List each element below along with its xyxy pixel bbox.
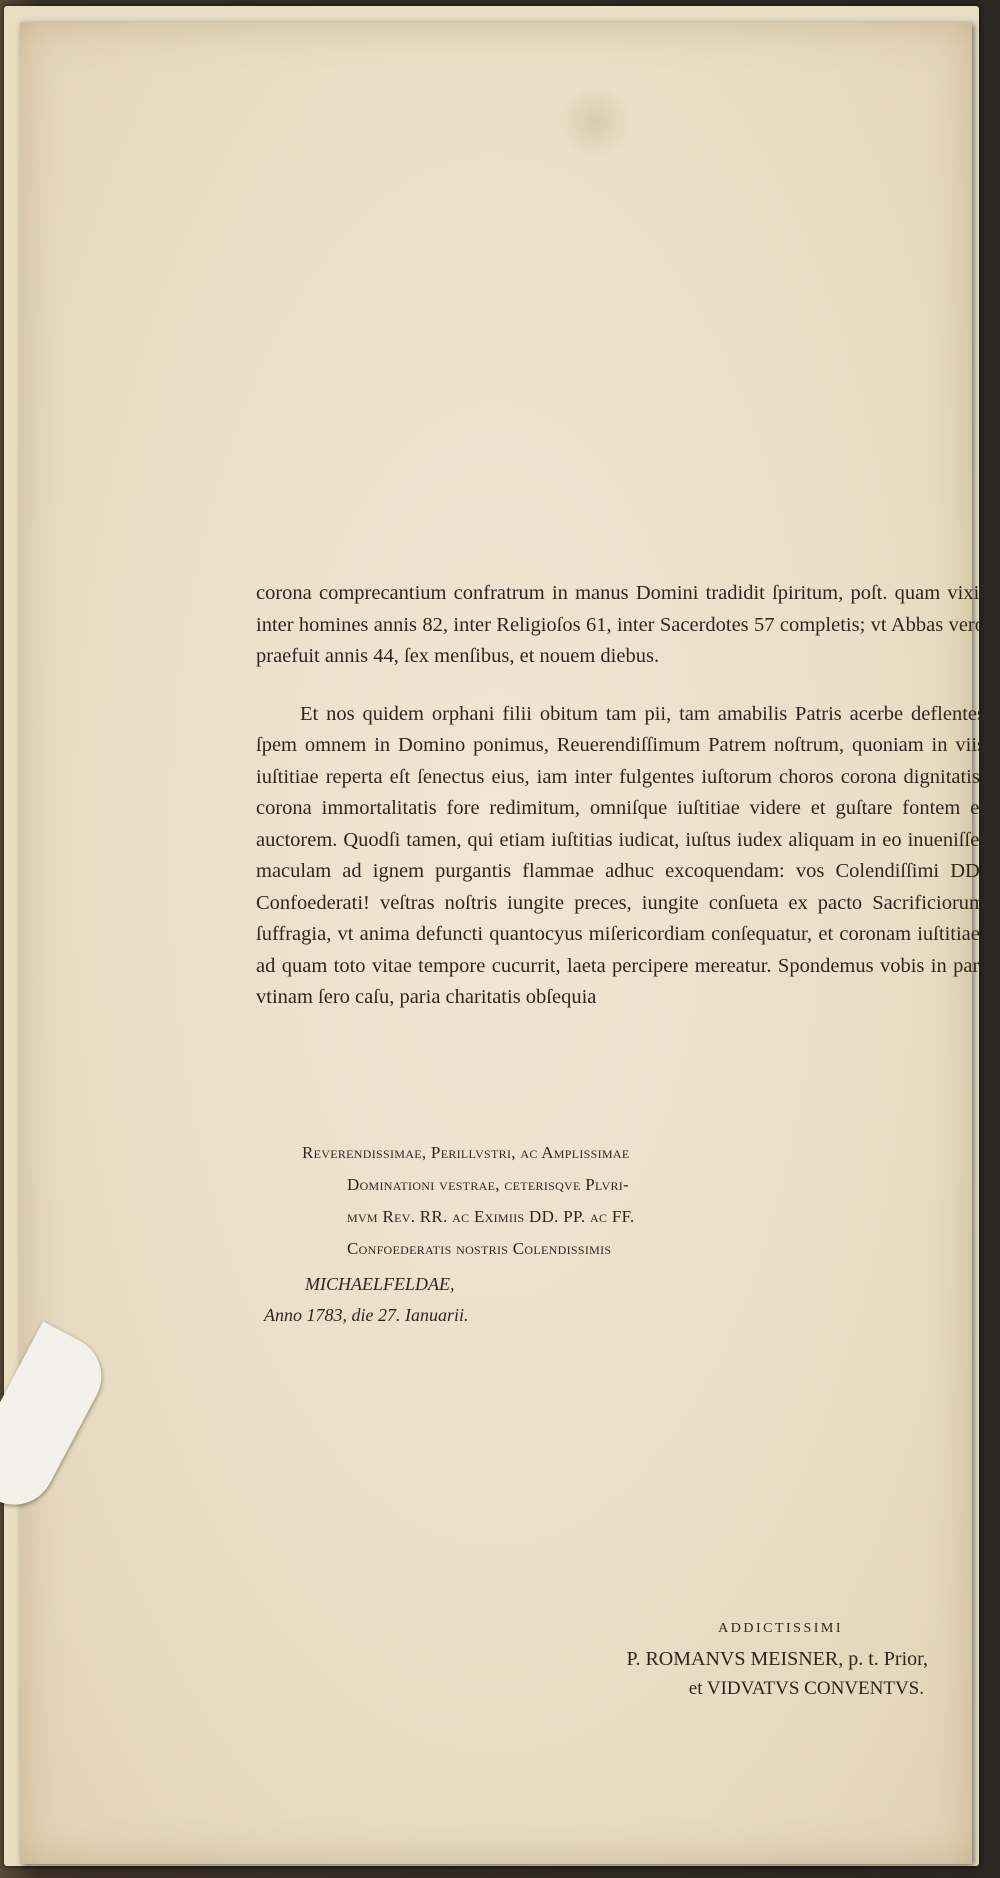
signature-line-3: et VIDVATVS CONVENTVS. <box>688 1678 924 1699</box>
dedication-block <box>302 1137 635 1265</box>
paper-stain <box>560 82 630 162</box>
dedication-line-2: Dominationi vestrae, ceterisqve Plvri- <box>347 1175 630 1194</box>
dedication-line-3: mvm Rev. RR. ac Eximiis DD. PP. ac FF. <box>347 1207 635 1226</box>
dedication-line-1: Reverendissimae, Perillvstri, ac Amplissimae <box>302 1143 630 1162</box>
date-line: Anno 1783, die 27. Ianuarii. <box>264 1305 469 1325</box>
dedication-line-4: Confoederatis nostris Colendissimis <box>347 1239 612 1258</box>
paragraph-2: Et nos quidem orphani filii obitum tam pii, tam amabilis Patris acerbe deflentes ſpem omnem in Domino ponimus, Reuerendiſſimum Patrem noſtrum, quoniam in viis iuſtitiae reperta eſt ſenectus eius, iam inter fulgentes iuſtorum choros corona dignitatis, corona immortalitatis fore redimitum, omniſque iuſtitiae videre et guſtare fontem et auctorem. Quodſi tamen, qui etiam iuſtitias iudicat, iuſtus iudex aliquam in eo inueniſſet maculam ad ignem purgantis flammae adhuc excoquendam: vos Colendiſſimi DD. Confoederati! veſtras noſtris iungite preces, iungite conſueta ex pacto Sacrificiorum ſuffragia, vt anima defuncti quantocyus miſericordiam conſequatur, et coronam iuſtitiae, ad quam toto vitae tempore cucurrit, laeta percipere mereatur. Spondemus vobis in pari vtinam ſero caſu, paria charitatis obſequia <box>256 702 985 1008</box>
body-text <box>256 578 985 1014</box>
paragraph-1: corona comprecantium confratrum in manus Domini tradidit ſpiritum, poſt. quam vixit inter homines annis 82, inter Religioſos 61, inter Sacerdotes 57 completis; vt Abbas vero praefuit annis 44, ſex menſibus, et nouem diebus. <box>256 582 985 667</box>
signature-block <box>627 1614 928 1704</box>
signature-line-1: ADDICTISSIMI <box>718 1621 843 1636</box>
signature-line-2: P. ROMANVS MEISNER, p. t. Prior, <box>626 1648 928 1670</box>
place-line: MICHAELFELDAE, <box>305 1274 455 1294</box>
document-page <box>20 22 985 1864</box>
